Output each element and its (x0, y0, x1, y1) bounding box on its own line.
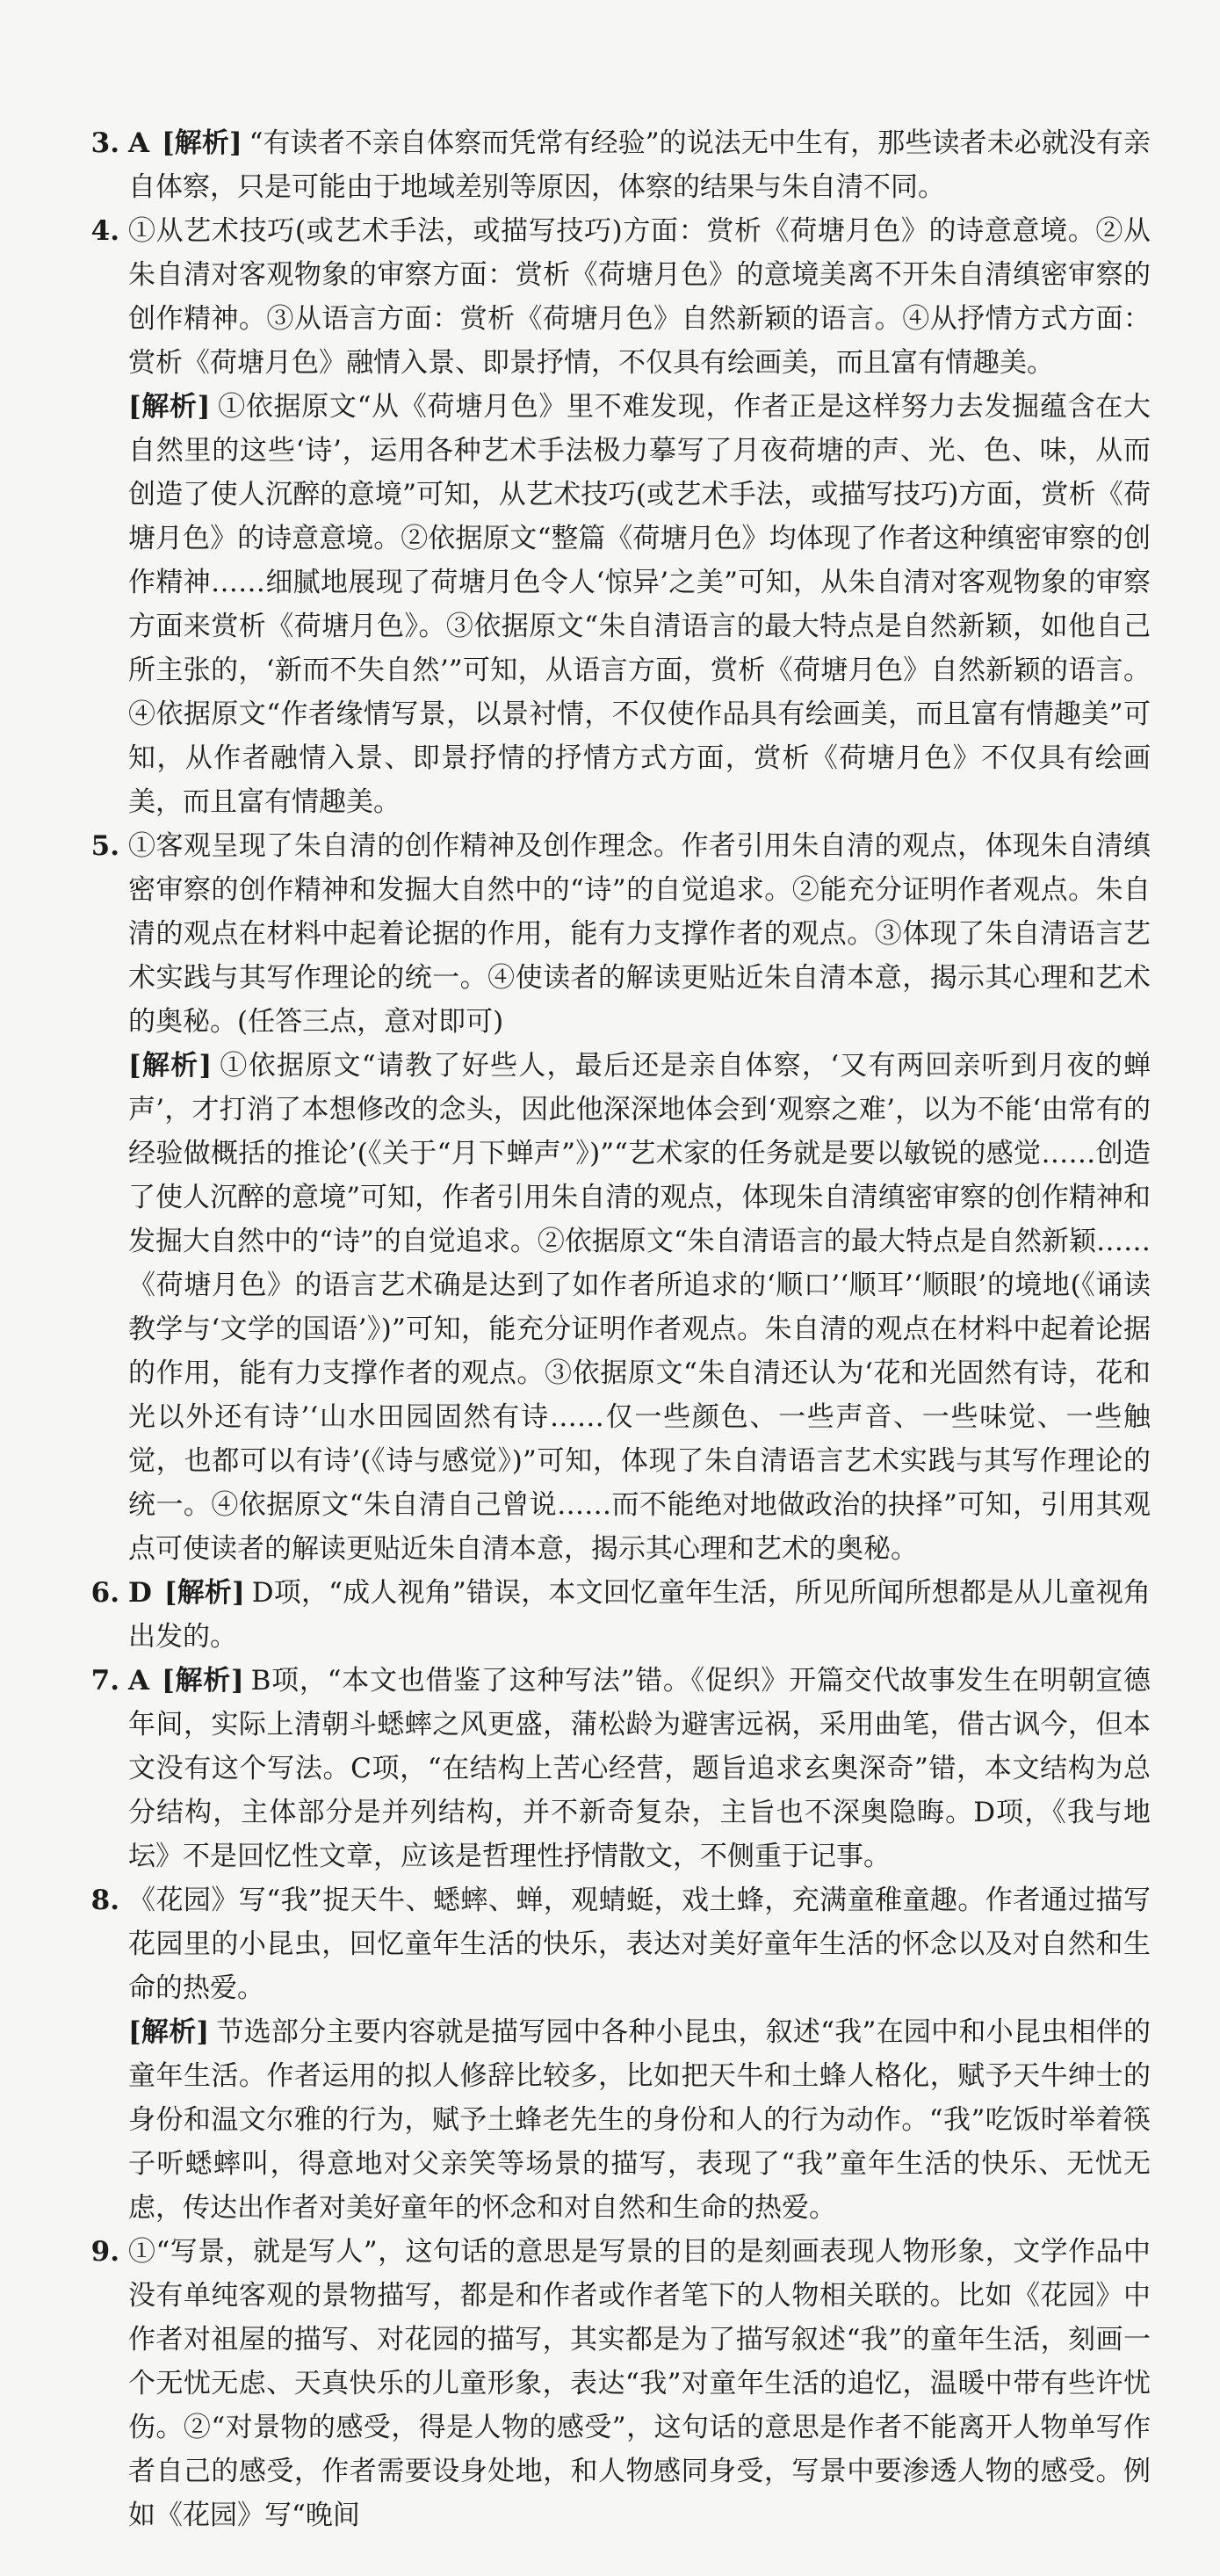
answer-item-8 (35, 1878, 1151, 2230)
item-number: 4. (90, 215, 119, 247)
item-number: 6. (90, 1577, 119, 1609)
analysis-text: 节选部分主要内容就是描写园中各种小昆虫，叙述“我”在园中和小昆虫相伴的童年生活。作者运用的拟人修辞比较多，比如把天牛和土蜂人格化，赋予天牛绅士的身份和温文尔雅的行为，赋予土蜂老先生的身份和人的行为动作。“我”吃饭时举着筷子听蟋蟀叫，得意地对父亲笑等场景的描写，表现了“我”童年生活的快乐、无忧无虑，传达出作者对美好童年的怀念和对自然和生命的热爱。 (128, 2016, 1151, 2224)
analysis-text: “有读者不亲自体察而凭常有经验”的说法无中生有，那些读者未必就没有亲自体察，只是可能由于地域差别等原因，体察的结果与朱自清不同。 (128, 127, 1151, 203)
item-number: 8. (90, 1885, 119, 1916)
analysis-text: ①依据原文“从《荷塘月色》里不难发现，作者正是这样努力去发掘蕴含在大自然里的这些‘诗’，运用各种艺术手法极力摹写了月夜荷塘的声、光、色、味，从而创造了使人沉醉的意境”可知，从艺术技巧(或艺术手法，或描写技巧)方面，赏析《荷塘月色》的诗意意境。②依据原文“整篇《荷塘月色》均体现了作者这种缜密审察的创作精神……细腻地展现了荷塘月色令人‘惊异’之美”可知，从朱自清对客观物象的审察方面来赏析《荷塘月色》。③依据原文“朱自清语言的最大特点是自然新颖，如他自己所主张的，‘新而不失自然’”可知，从语言方面，赏析《荷塘月色》自然新颖的语言。④依据原文“作者缘情写景，以景衬情，不仅使作品具有绘画美，而且富有情趣美”可知，从作者融情入景、即景抒情的抒情方式方面，赏析《荷塘月色》不仅具有绘画美，而且富有情趣美。 (128, 391, 1151, 818)
item-number: 5. (90, 830, 119, 862)
answer-text: ①从艺术技巧(或艺术手法，或描写技巧)方面：赏析《荷塘月色》的诗意意境。②从朱自清对客观物象的审察方面：赏析《荷塘月色》的意境美离不开朱自清缜密审察的创作精神。③从语言方面：赏析《荷塘月色》自然新颖的语言。④从抒情方式方面：赏析《荷塘月色》融情入景、即景抒情，不仅具有绘画美，而且富有情趣美。 (128, 215, 1151, 379)
answer-text: ①“写景，就是写人”，这句话的意思是写景的目的是刻画表现人物形象，文学作品中没有单纯客观的景物描写，都是和作者或作者笔下的人物相关联的。比如《花园》中作者对祖屋的描写、对花园的描写，其实都是为了描写叙述“我”的童年生活，刻画一个无忧无虑、天真快乐的儿童形象，表达“我”对童年生活的追忆，温暖中带有些许忧伤。②“对景物的感受，得是人物的感受”，这句话的意思是作者不能离开人物单写作者自己的感受，作者需要设身处地，和人物感同身受，写景中要渗透人物的感受。例如《花园》写“晚间 (128, 2236, 1151, 2531)
answer-item-5 (35, 824, 1151, 1571)
answer-item-9 (35, 2230, 1151, 2537)
answer-item-7 (35, 1659, 1151, 1878)
answer-item-6 (35, 1571, 1151, 1659)
answer-item-3 (35, 121, 1151, 209)
answer-text: 《花园》写“我”捉天牛、蟋蟀、蝉，观蜻蜓，戏土蜂，充满童稚童趣。作者通过描写花园里的小昆虫，回忆童年生活的快乐，表达对美好童年生活的怀念以及对自然和生命的热爱。 (128, 1885, 1151, 2004)
analysis-label: [解析] (128, 1050, 213, 1082)
answer-choice: D (128, 1577, 152, 1609)
answer-choice: A (128, 127, 150, 159)
answer-content (35, 121, 1151, 2537)
analysis-label: [解析] (162, 1665, 244, 1697)
analysis-text: B项，“本文也借鉴了这种写法”错。《促织》开篇交代故事发生在明朝宣德年间，实际上清朝斗蟋蟀之风更盛，蒲松龄为避害远祸，采用曲笔，借古讽今，但本文没有这个写法。C项，“在结构上苦心经营，题旨追求玄奥深奇”错，本文结构为总分结构，主体部分是并列结构，并不新奇复杂，主旨也不深奥隐晦。D项，《我与地坛》不是回忆性文章，应该是哲理性抒情散文，不侧重于记事。 (128, 1665, 1151, 1872)
analysis-label: [解析] (128, 2016, 210, 2048)
analysis-label: [解析] (128, 391, 211, 423)
answer-item-4 (35, 209, 1151, 824)
answer-choice: A (128, 1665, 150, 1697)
answer-text: ①客观呈现了朱自清的创作精神及创作理念。作者引用朱自清的观点，体现朱自清缜密审察的创作精神和发掘大自然中的“诗”的自觉追求。②能充分证明作者观点。朱自清的观点在材料中起着论据的作用，能有力支撑作者的观点。③体现了朱自清语言艺术实践与其写作理论的统一。④使读者的解读更贴近朱自清本意，揭示其心理和艺术的奥秘。(任答三点，意对即可) (128, 830, 1151, 1038)
item-number: 7. (90, 1665, 119, 1697)
analysis-label: [解析] (162, 127, 242, 159)
analysis-text: ①依据原文“请教了好些人，最后还是亲自体察，‘又有两回亲听到月夜的蝉声’，才打消了本想修改的念头，因此他深深地体会到‘观察之难’，以为不能‘由常有的经验做概括的推论’(《关于“月下蝉声”》)”“艺术家的任务就是要以敏锐的感觉……创造了使人沉醉的意境”可知，作者引用朱自清的观点，体现朱自清缜密审察的创作精神和发掘大自然中的“诗”的自觉追求。②依据原文“朱自清语言的最大特点是自然新颖……《荷塘月色》的语言艺术确是达到了如作者所追求的‘顺口’‘顺耳’‘顺眼’的境地(《诵读教学与‘文学的国语’》)”可知，能充分证明作者观点。朱自清的观点在材料中起着论据的作用，能有力支撑作者的观点。③依据原文“朱自清还认为‘花和光固然有诗，花和光以外还有诗’‘山水田园固然有诗……仅一些颜色、一些声音、一些味觉、一些触觉，也都可以有诗’(《诗与感觉》)”可知，体现了朱自清语言艺术实践与其写作理论的统一。④依据原文“朱自清自己曾说……而不能绝对地做政治的抉择”可知，引用其观点可使读者的解读更贴近朱自清本意，揭示其心理和艺术的奥秘。 (128, 1050, 1151, 1565)
item-number: 3. (90, 127, 119, 159)
analysis-label: [解析] (163, 1577, 245, 1609)
analysis-text: D项，“成人视角”错误，本文回忆童年生活，所见所闻所想都是从儿童视角出发的。 (128, 1577, 1151, 1653)
item-number: 9. (90, 2236, 119, 2268)
